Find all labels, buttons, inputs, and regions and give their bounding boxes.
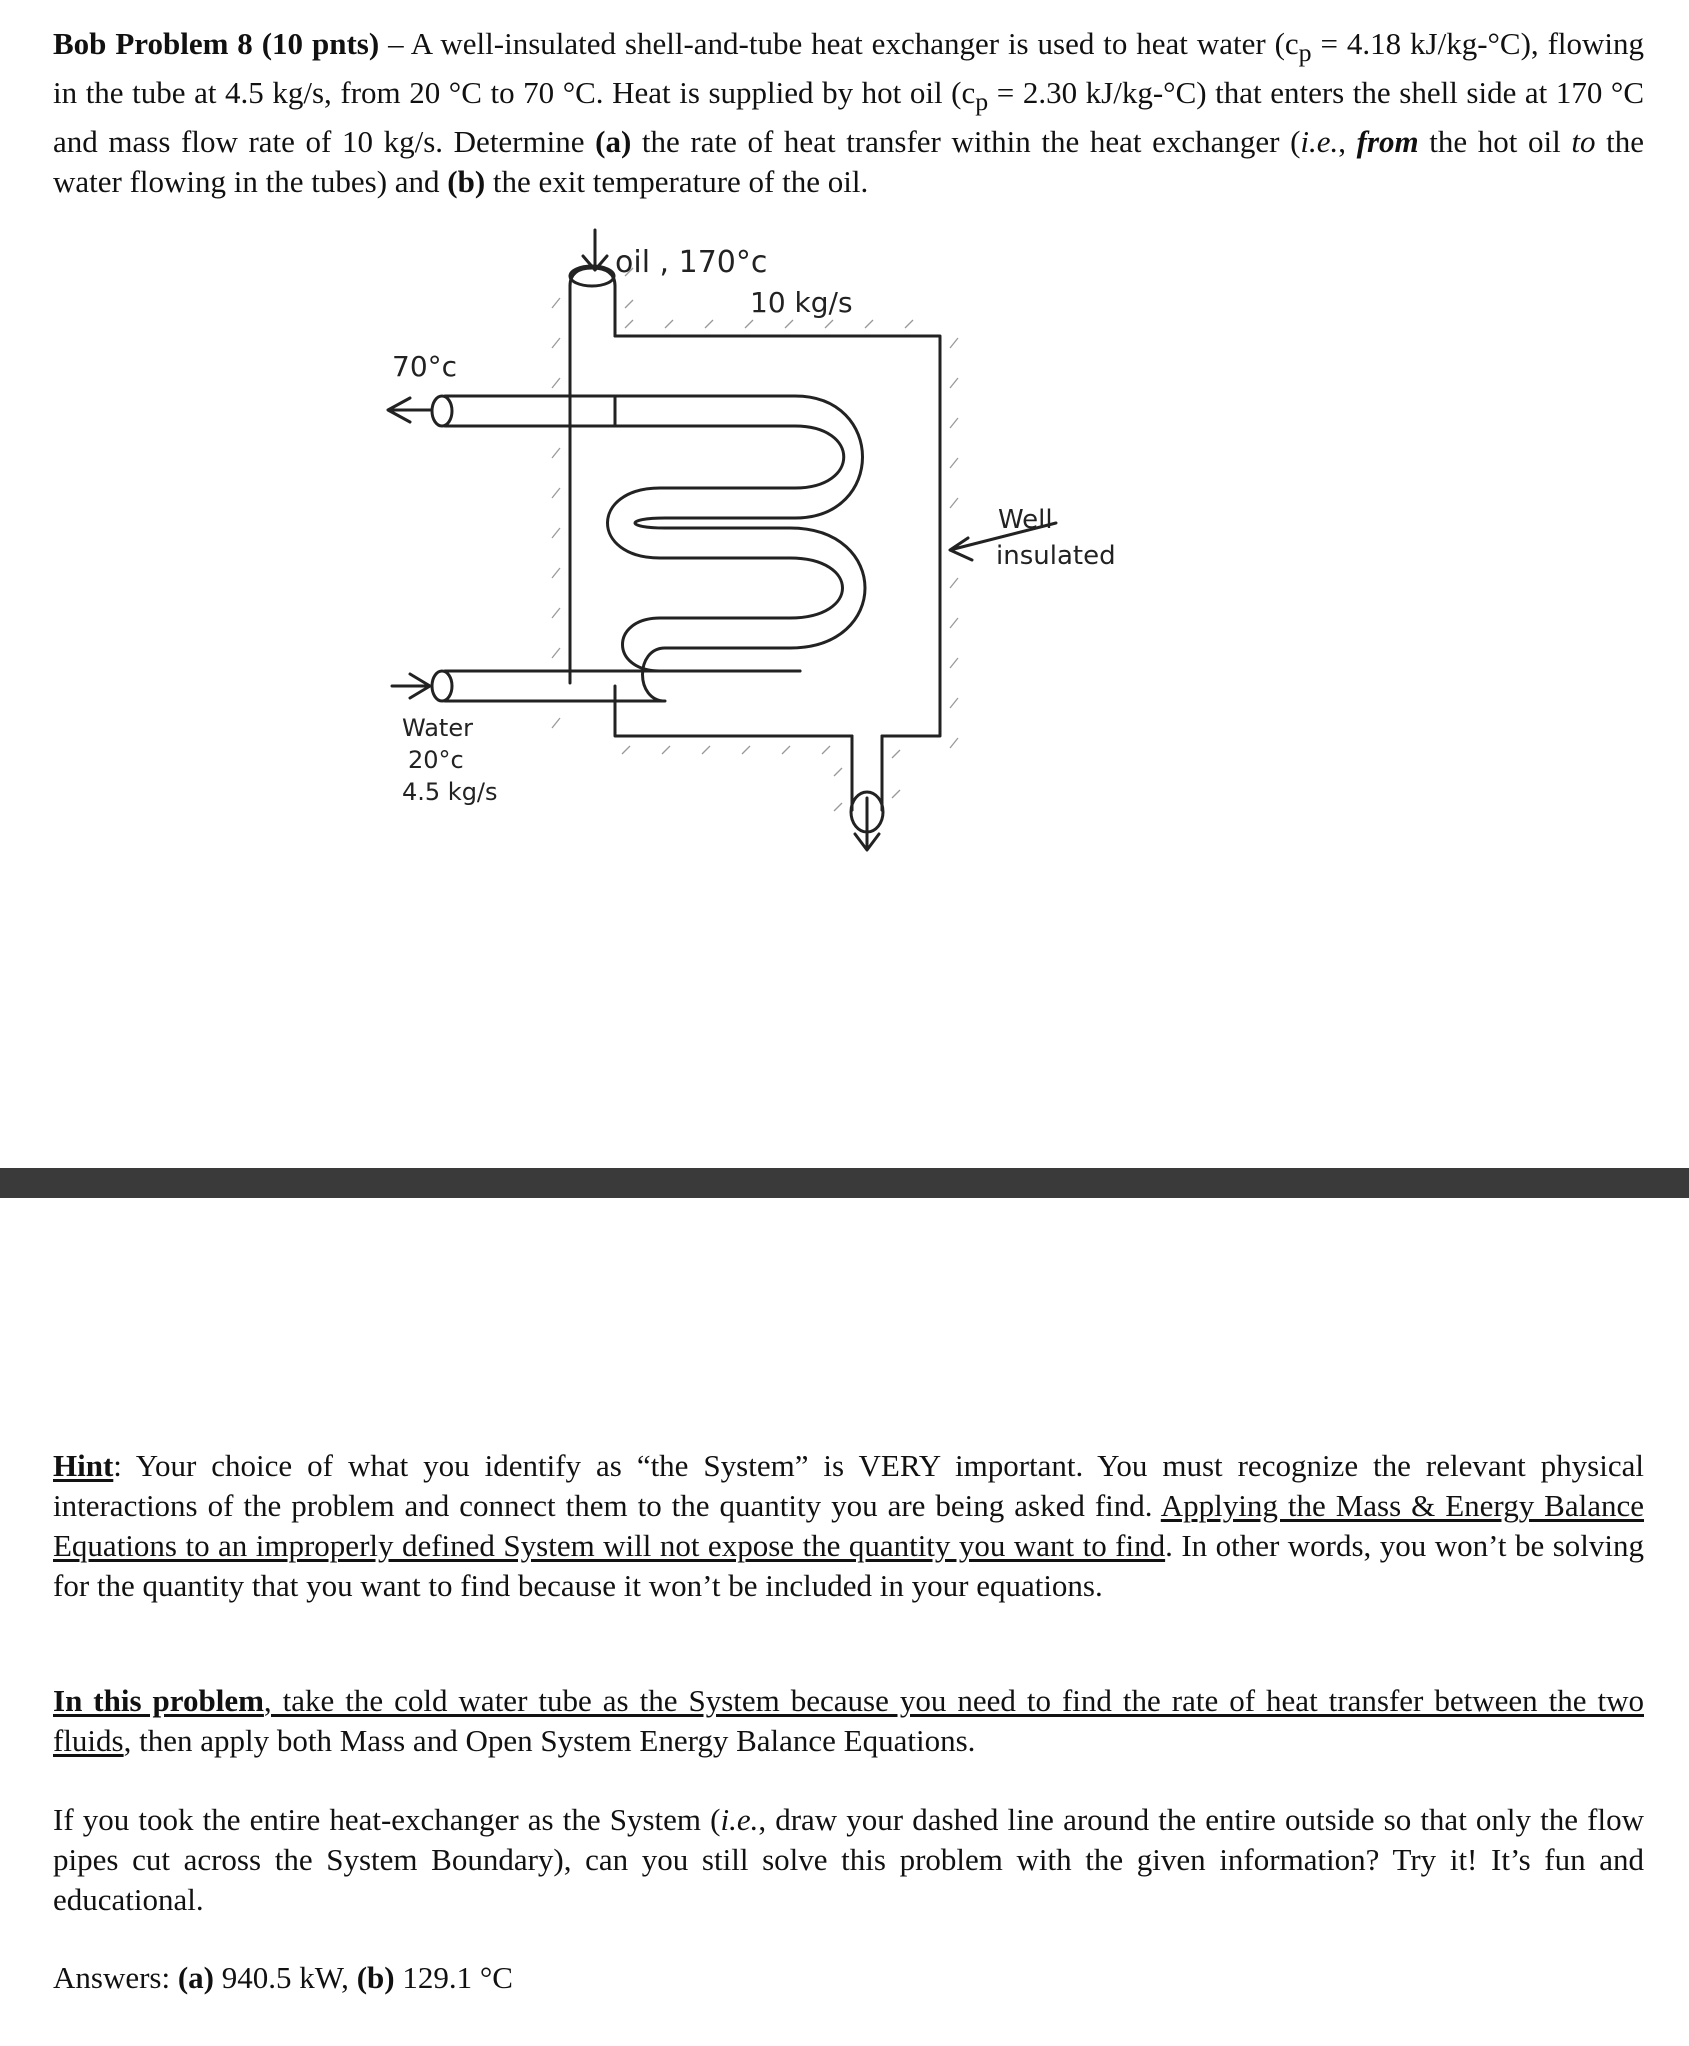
water-out-temp-label: 70°c xyxy=(392,350,458,383)
water-outlet-tube xyxy=(445,396,795,426)
serpentine-tube xyxy=(570,396,865,701)
instruction-paragraph: In this problem, take the cold water tube as the System because you need to find the rate of heat transfer between the two fluids, then apply both Mass and Open System Energy Balance Equations. xyxy=(53,1683,1644,1758)
oil-flow-label: 10 kg/s xyxy=(750,286,853,319)
oil-in-arrow xyxy=(583,230,607,270)
question-paragraph: If you took the entire heat-exchanger as the System (i.e., draw your dashed line around the entire outside so that only the flow pipes cut across the System Boundary), can you still solve this problem with the given information? Try it! It’s fun and educational. xyxy=(53,1802,1644,1917)
water-in-temp-label: 20°c xyxy=(408,746,464,774)
hint-paragraph: Hint: Your choice of what you identify as “the System” is VERY important. You must recognize the relevant physical interactions of the problem and connect them to the quantity you are being asked find. Applying the Mass & Energy Balance Equations to an improperly defined System will not expose the quantity you want to find. In other words, you won’t be solving for the quantity that you want to find because it won’t be included in your equations. xyxy=(53,1448,1645,1603)
insulated-label-2: insulated xyxy=(996,541,1116,571)
section-divider xyxy=(0,1168,1689,1198)
water-label: Water xyxy=(402,714,473,742)
heat-exchanger-diagram xyxy=(392,228,1140,888)
oil-out-arrow xyxy=(855,798,879,850)
water-inlet-tube xyxy=(445,671,800,701)
oil-inlet-pipe xyxy=(570,268,615,628)
insulated-label-1: Well xyxy=(998,505,1053,535)
problem-statement: Bob Problem 8 (10 pnts) – A well-insulated shell-and-tube heat exchanger is used to heat water ($c_p = 4.18$ kJ/kg-°C), flowing in the tube at 4.5 kg/s, from 20 °C to 70 °C. Heat is supplied by hot oil ($c_p = 2.30$ kJ/kg-°C) that enters the shell side at 170 °C and mass flow rate of 10 kg/s. Determine (a) the rate of heat transfer within the heat exchanger (i.e., from the hot oil to the water flowing in the tubes) and (b) the exit temperature of the oil. xyxy=(53,26,1645,200)
water-out-arrow xyxy=(388,398,432,422)
answers-line: Answers: (a) 940.5 kW, (b) 129.1 °C xyxy=(53,1960,513,1995)
oil-inlet-label: oil , 170°c xyxy=(615,245,768,280)
problem-title: Bob Problem 8 (10 pnts) xyxy=(53,26,380,61)
water-in-arrow xyxy=(392,674,430,698)
shell-outline xyxy=(570,286,940,810)
water-flow-label: 4.5 kg/s xyxy=(402,778,498,806)
